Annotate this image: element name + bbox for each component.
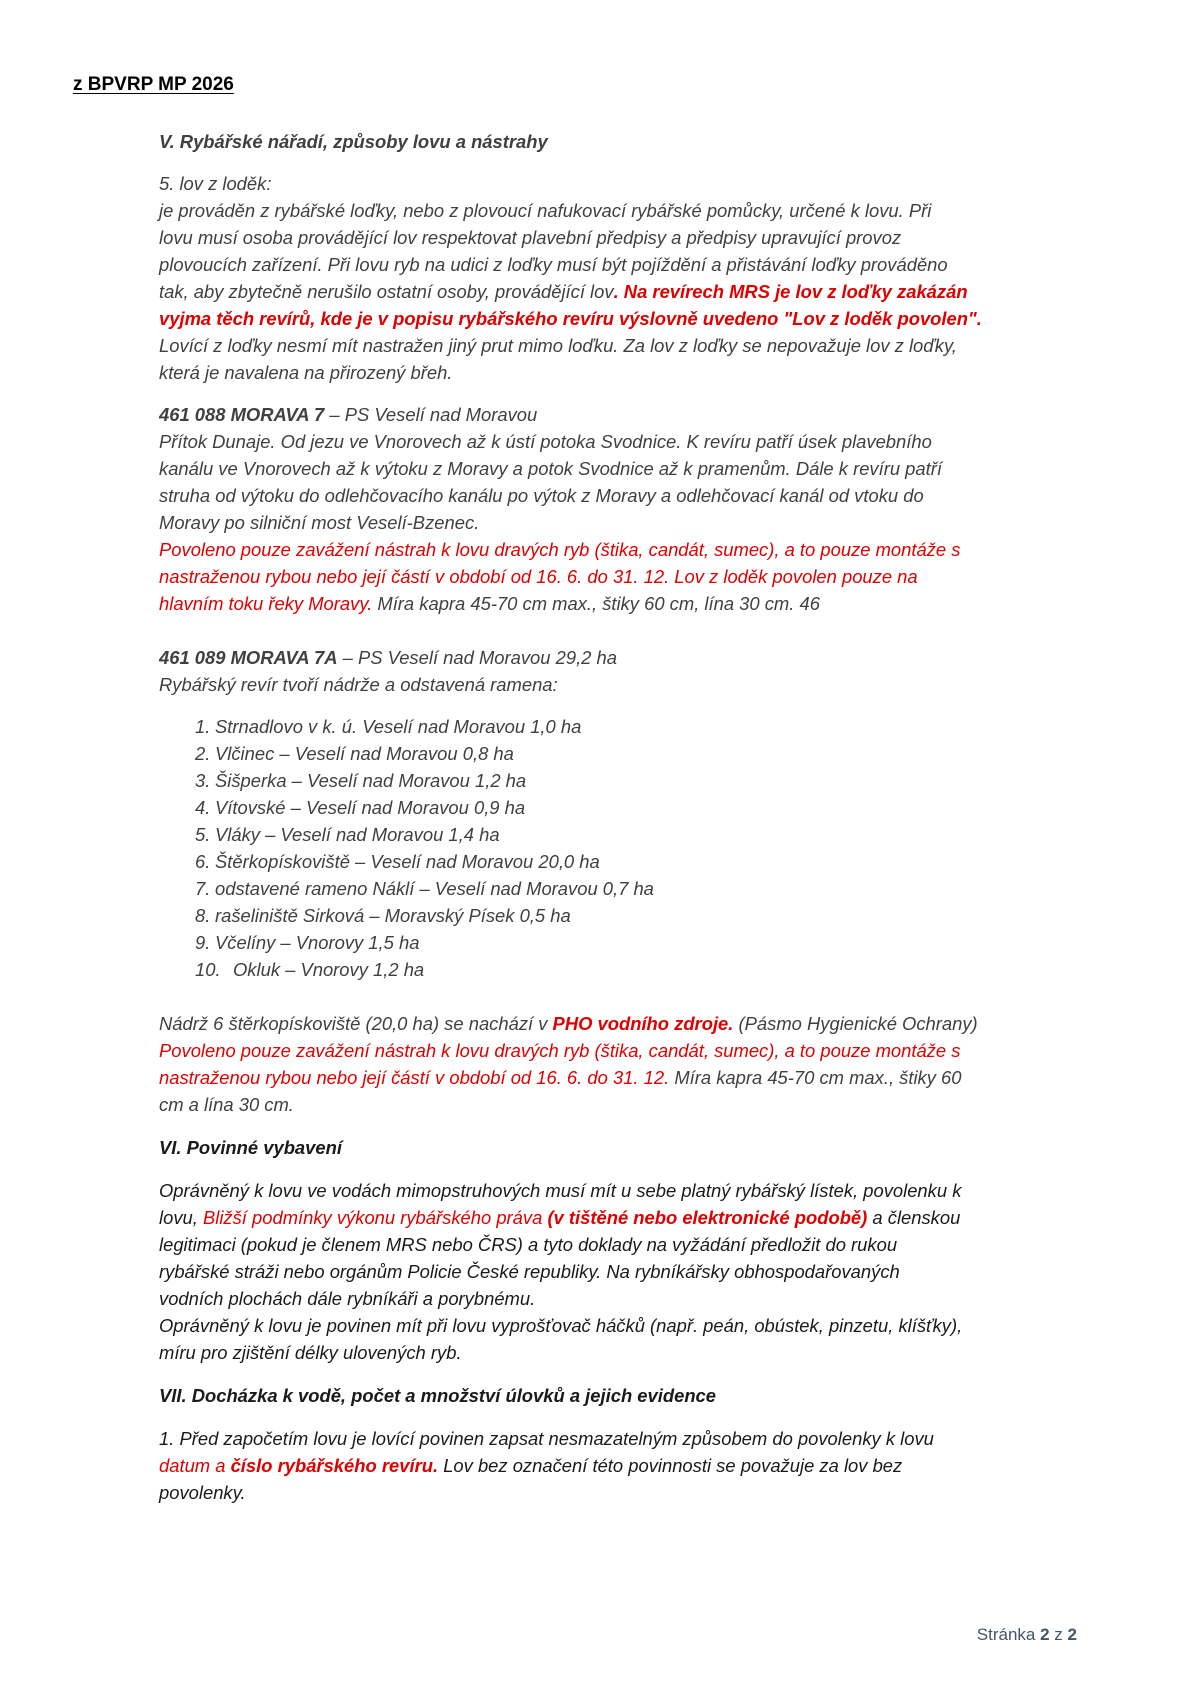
list-item-text: Štěrkopískoviště – Veselí nad Moravou 20,0 ha <box>215 851 600 872</box>
section-v-heading: V. Rybářské nářadí, způsoby lovu a nástrahy <box>159 131 548 152</box>
pho-notice <box>159 1010 1039 1037</box>
section-vi-line: rybářské stráži nebo orgánům Policie České republiky. Na rybníkářsky obhospodařovaných <box>159 1261 900 1282</box>
page-total: 2 <box>1067 1625 1077 1644</box>
section-vii-line: 1. Před započetím lovu je lovící povinen zapsat nesmazatelným způsobem do povolenky k lovu <box>159 1428 934 1449</box>
page-current: 2 <box>1040 1625 1050 1644</box>
page-separator: z <box>1049 1625 1068 1644</box>
revir-7-rule-last <box>159 590 1039 617</box>
revir-7a-header <box>159 644 1039 671</box>
list-item-number: 4. <box>195 797 211 818</box>
section-vi-line: míru pro zjištění délky ulovených ryb. <box>159 1342 462 1363</box>
conditions-reference: Bližší podmínky výkonu rybářského práva <box>202 1207 548 1228</box>
page-number-footer <box>977 1625 1077 1645</box>
item5-line: je prováděn z rybářské loďky, nebo z plovoucí nafukovací rybářské pomůcky, určené k lovu. Při <box>159 200 932 221</box>
item5-line: Lovící z loďky nesmí mít nastražen jiný prut mimo loďku. Za lov z loďky se nepovažuje lov z loďky, <box>159 335 957 356</box>
list-item-text: Šišperka – Veselí nad Moravou 1,2 ha <box>215 770 527 791</box>
section-vii-line <box>159 1452 1039 1479</box>
revir-7-desc: Přítok Dunaje. Od jezu ve Vnorovech až k ústí potoka Svodnice. K revíru patří úsek plavebního <box>159 431 932 452</box>
list-item-number: 3. <box>195 770 211 791</box>
list-item <box>195 956 1039 983</box>
list-item-number: 8. <box>195 905 211 926</box>
revir-7a-rule: Povoleno pouze zavážení nástrah k lovu dravých ryb (štika, candát, sumec), a to pouze montáže s <box>159 1040 961 1061</box>
revir-7-rule: nastraženou rybou nebo její částí v období od 16. 6. do 31. 12. Lov z loděk povolen pouze na <box>159 566 918 587</box>
revir-7-rule-end: hlavním toku řeky Moravy. <box>159 593 373 614</box>
section-vi-heading: VI. Povinné vybavení <box>159 1137 342 1158</box>
list-item <box>195 902 1039 929</box>
revir-7a-water-list <box>159 713 1039 983</box>
list-item-text: odstavené rameno Náklí – Veselí nad Moravou 0,7 ha <box>215 878 654 899</box>
revir-7a-rule-line2 <box>159 1064 1039 1091</box>
revir-7-desc: kanálu ve Vnorovech až k výtoku z Moravy a potok Svodnice až k pramenům. Dále k revíru patří <box>159 458 942 479</box>
item5-line: která je navalena na přirozený břeh. <box>159 362 453 383</box>
list-item-number: 6. <box>195 851 211 872</box>
revir-7-measure: Míra kapra 45-70 cm max., štiky 60 cm, lína 30 cm. 46 <box>372 593 820 614</box>
date-reference: datum a <box>159 1455 231 1476</box>
list-item-number: 2. <box>195 743 211 764</box>
section-vii-heading: VII. Docházka k vodě, počet a množství úlovků a jejich evidence <box>159 1385 717 1406</box>
pho-explanation: (Pásmo Hygienické Ochrany) <box>733 1013 978 1034</box>
revir-number-reference: číslo rybářského revíru. <box>230 1455 439 1476</box>
page-label: Stránka <box>976 1625 1041 1644</box>
section-vi-line: legitimaci (pokud je členem MRS nebo ČRS) a tyto doklady na vyžádání předložit do rukou <box>159 1234 898 1255</box>
list-item <box>195 794 1039 821</box>
list-item-text: Okluk – Vnorovy 1,2 ha <box>233 959 425 980</box>
boat-ban-notice-cont: vyjma těch revírů, kde je v popisu rybářského revíru výslovně uvedeno "Lov z loděk povolen". <box>159 308 982 329</box>
item5-line <box>159 278 1039 305</box>
list-item-text: rašeliniště Sirková – Moravský Písek 0,5 ha <box>215 905 571 926</box>
revir-7-rule: Povoleno pouze zavážení nástrah k lovu dravých ryb (štika, candát, sumec), a to pouze montáže s <box>159 539 961 560</box>
list-item <box>195 875 1039 902</box>
item5-line: lovu musí osoba provádějící lov respektovat plavební předpisy a předpisy upravující provoz <box>159 227 902 248</box>
item5-line: plovoucích zařízení. Při lovu ryb na udici z loďky musí být pojíždění a přistávání loďky prováděno <box>159 254 948 275</box>
list-item-text: Včelíny – Vnorovy 1,5 ha <box>215 932 420 953</box>
pho-highlight: PHO vodního zdroje. <box>552 1013 734 1034</box>
list-item-number: 1. <box>195 716 211 737</box>
section-vi-line: vodních plochách dále rybníkáři a porybnému. <box>159 1288 536 1309</box>
section-vi-text: a členskou <box>867 1207 961 1228</box>
revir-7a-intro: Rybářský revír tvoří nádrže a odstavená ramena: <box>159 674 558 695</box>
list-item-text: Vítovské – Veselí nad Moravou 0,9 ha <box>215 797 526 818</box>
list-item <box>195 929 1039 956</box>
section-vi-text: lovu, <box>159 1207 203 1228</box>
revir-7-org: – PS Veselí nad Moravou <box>324 404 538 425</box>
revir-7a-org: – PS Veselí nad Moravou 29,2 ha <box>337 647 617 668</box>
section-vii-line: povolenky. <box>159 1482 246 1503</box>
list-item <box>195 713 1039 740</box>
list-item-number: 7. <box>195 878 211 899</box>
document-header-title: z BPVRP MP 2026 <box>73 74 234 95</box>
list-item-number: 9. <box>195 932 211 953</box>
revir-7-code: 461 088 MORAVA 7 <box>159 404 325 425</box>
revir-7a-measure-cont: cm a lína 30 cm. <box>159 1094 294 1115</box>
section-vi-line: Oprávněný k lovu ve vodách mimopstruhových musí mít u sebe platný rybářský lístek, povolenku k <box>159 1180 962 1201</box>
revir-7a-rule-end: nastraženou rybou nebo její částí v období od 16. 6. do 31. 12. <box>159 1067 670 1088</box>
revir-7-desc: struha od výtoku do odlehčovacího kanálu po výtok z Moravy a odlehčovací kanál od vtoku do <box>159 485 924 506</box>
revir-7a-code: 461 089 MORAVA 7A <box>159 647 338 668</box>
list-item-text: Vláky – Veselí nad Moravou 1,4 ha <box>215 824 500 845</box>
revir-7a-measure: Míra kapra 45-70 cm max., štiky 60 <box>669 1067 962 1088</box>
conditions-format: (v tištěné nebo elektronické podobě) <box>547 1207 868 1228</box>
list-item-number: 10. <box>195 959 221 980</box>
list-item <box>195 848 1039 875</box>
revir-7-desc: Moravy po silniční most Veselí-Bzenec. <box>159 512 480 533</box>
revir-7-header <box>159 401 1039 428</box>
item5-title: 5. lov z loděk: <box>159 173 272 194</box>
section-vi-line <box>159 1204 1039 1231</box>
list-item <box>195 767 1039 794</box>
pho-notice-text: Nádrž 6 štěrkopískoviště (20,0 ha) se nachází v <box>159 1013 553 1034</box>
item5-line4-text: tak, aby zbytečně nerušilo ostatní osoby, provádějící lov <box>159 281 614 302</box>
list-item-number: 5. <box>195 824 211 845</box>
boat-ban-notice: . Na revírech MRS je lov z loďky zakázán <box>613 281 968 302</box>
list-item <box>195 821 1039 848</box>
list-item-text: Strnadlovo v k. ú. Veselí nad Moravou 1,0 ha <box>215 716 582 737</box>
document-body <box>159 128 1039 1506</box>
section-vii-text: Lov bez označení této povinnosti se považuje za lov bez <box>438 1455 903 1476</box>
list-item <box>195 740 1039 767</box>
list-item-text: Vlčinec – Veselí nad Moravou 0,8 ha <box>215 743 514 764</box>
section-vi-line: Oprávněný k lovu je povinen mít při lovu vyprošťovač háčků (např. peán, obústek, pinzetu, klíšťky), <box>159 1315 963 1336</box>
